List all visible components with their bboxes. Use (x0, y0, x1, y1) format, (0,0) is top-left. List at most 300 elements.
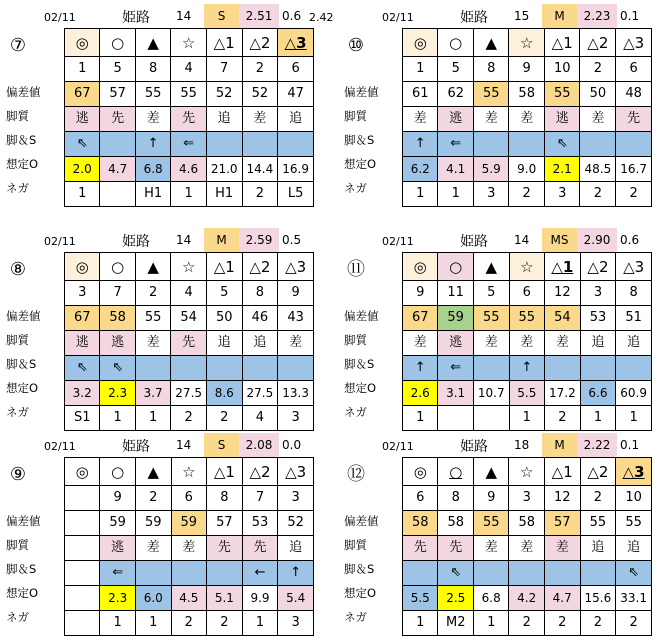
race-header (4, 4, 334, 28)
odds-cell: 16.7 (616, 157, 652, 182)
nega-cell: 2 (171, 406, 207, 431)
style-cell (65, 536, 100, 561)
style-cell: 差 (509, 331, 544, 356)
style-cell: 先 (171, 331, 207, 356)
odds-cell: 4.5 (171, 586, 207, 611)
nega-cell: H1 (135, 182, 170, 207)
pace-cell: ← (242, 561, 278, 586)
race-panel (342, 228, 652, 425)
pace-cell (135, 561, 171, 586)
marks-cell: △3 (616, 458, 652, 486)
row-label: ネガ (344, 405, 367, 419)
pace-row (403, 356, 652, 381)
pace-cell (473, 561, 508, 586)
index-difference: 0.0 (282, 438, 302, 452)
nega-row (403, 406, 652, 431)
nega-cell: M2 (438, 611, 474, 636)
race-date: 02/11 (382, 11, 414, 24)
prediction-grid (64, 252, 314, 431)
nega-cell (65, 611, 100, 636)
row-label: 想定O (6, 381, 39, 395)
pace-cell (545, 356, 581, 381)
odds-cell: 5.5 (509, 381, 544, 406)
dev-row (65, 82, 314, 107)
race-panel (4, 228, 314, 425)
nums-cell: 10 (544, 57, 580, 82)
marks-cell: △2 (580, 253, 616, 281)
nums-cell: 5 (207, 281, 243, 306)
odds-cell: 8.6 (207, 381, 243, 406)
nega-cell: 2 (580, 182, 616, 207)
marks-cell: △1 (207, 458, 243, 486)
marks-cell: ▲ (135, 29, 170, 57)
odds-cell: 5.4 (278, 586, 314, 611)
pace-cell: ⇐ (171, 132, 206, 157)
nega-cell: 2 (509, 611, 544, 636)
prediction-grid (402, 457, 652, 636)
odds-cell: 27.5 (242, 381, 278, 406)
nums-cell: 8 (242, 281, 278, 306)
dev-cell: 57 (100, 82, 135, 107)
style-row (403, 107, 652, 132)
pace-cell (171, 356, 207, 381)
marks-cell: △2 (580, 458, 616, 486)
index-difference: 0.6 (282, 9, 302, 23)
style-row (65, 331, 314, 356)
row-label: 偏差値 (6, 85, 41, 99)
style-cell: 先 (616, 107, 652, 132)
pace-cell: ⇖ (544, 132, 580, 157)
dev-cell: 55 (580, 511, 616, 536)
nega-cell: 2 (545, 406, 581, 431)
row-label: 偏差値 (6, 309, 41, 323)
nums-cell: 9 (278, 281, 314, 306)
row-label: 脚＆S (344, 562, 375, 576)
row-label: 脚＆S (6, 357, 37, 371)
nums-cell: 6 (509, 281, 544, 306)
track-condition-badge: M (542, 433, 577, 457)
odds-cell: 4.2 (509, 586, 544, 611)
field-size: 14 (514, 233, 530, 247)
style-cell: 追 (616, 536, 652, 561)
pace-cell: ↑ (135, 132, 170, 157)
nums-cell: 3 (580, 281, 616, 306)
dev-cell: 52 (278, 511, 314, 536)
style-cell: 追 (616, 331, 652, 356)
style-cell: 差 (135, 331, 170, 356)
race-panel (342, 4, 652, 201)
marks-cell: ▲ (135, 253, 170, 281)
pace-cell (100, 132, 135, 157)
field-size: 14 (176, 9, 192, 23)
odds-cell: 2.0 (65, 157, 100, 182)
race-header (342, 228, 652, 252)
odds-cell: 3.1 (438, 381, 473, 406)
dev-cell: 58 (509, 82, 544, 107)
race-date: 02/11 (382, 440, 414, 453)
nega-cell: H1 (206, 182, 242, 207)
track-condition-badge: M (204, 228, 239, 252)
nega-cell: 2 (171, 611, 207, 636)
marks-cell: ☆ (171, 458, 207, 486)
dev-cell: 51 (616, 306, 652, 331)
nums-cell (65, 486, 100, 511)
style-cell: 逃 (438, 107, 473, 132)
field-size: 15 (514, 9, 530, 23)
pace-row (65, 356, 314, 381)
track-condition-badge: MS (542, 228, 577, 252)
pace-cell (65, 561, 100, 586)
extra-value: 2.42 (309, 11, 334, 24)
style-cell: 差 (135, 536, 171, 561)
prediction-grid (402, 252, 652, 431)
dev-cell: 58 (438, 511, 474, 536)
odds-row (65, 586, 314, 611)
nega-cell: 2 (207, 611, 243, 636)
row-label: 想定O (6, 586, 39, 600)
marks-row (403, 253, 652, 281)
style-cell: 差 (580, 107, 616, 132)
race-index-badge: 2.23 (577, 4, 617, 28)
nums-cell: 6 (171, 486, 207, 511)
odds-cell: 6.8 (135, 157, 170, 182)
style-cell: 先 (403, 536, 438, 561)
marks-cell: △3 (278, 458, 314, 486)
marks-cell: ◎ (65, 29, 100, 57)
style-cell: 追 (207, 331, 243, 356)
marks-cell: ○ (100, 458, 136, 486)
nums-cell: 8 (616, 281, 652, 306)
pace-cell (206, 132, 242, 157)
nums-cell: 2 (242, 57, 278, 82)
dev-cell: 55 (473, 511, 508, 536)
pace-cell: ↑ (403, 132, 438, 157)
race-header (4, 433, 314, 457)
prediction-grid (402, 28, 652, 207)
marks-cell: △3 (616, 29, 652, 57)
dev-cell: 55 (135, 82, 170, 107)
marks-cell: ☆ (171, 29, 206, 57)
marks-cell: △1 (544, 29, 580, 57)
nega-cell: 2 (544, 611, 580, 636)
odds-cell: 10.7 (473, 381, 509, 406)
dev-cell: 58 (403, 511, 438, 536)
odds-cell: 5.5 (403, 586, 438, 611)
odds-cell: 3.7 (135, 381, 170, 406)
odds-row (403, 381, 652, 406)
nega-cell: 2 (616, 611, 652, 636)
dev-cell: 67 (65, 82, 100, 107)
style-cell: 逃 (65, 331, 100, 356)
field-size: 14 (176, 233, 192, 247)
odds-cell: 9.0 (509, 157, 544, 182)
marks-cell: ◎ (403, 29, 438, 57)
nums-cell: 2 (135, 281, 170, 306)
nega-cell: 1 (100, 611, 136, 636)
odds-cell: 13.3 (278, 381, 314, 406)
marks-row (65, 253, 314, 281)
nega-cell: L5 (278, 182, 314, 207)
odds-cell: 5.9 (473, 157, 508, 182)
nega-cell (473, 406, 509, 431)
nums-cell: 7 (100, 281, 135, 306)
nums-cell: 12 (545, 281, 581, 306)
track-condition-badge: S (204, 433, 239, 457)
nega-row (65, 611, 314, 636)
nums-cell: 5 (100, 57, 135, 82)
nega-cell: 2 (580, 611, 616, 636)
odds-cell: 5.1 (207, 586, 243, 611)
pace-cell (135, 356, 170, 381)
index-difference: 0.5 (282, 233, 302, 247)
nega-cell: 1 (171, 182, 206, 207)
nums-cell: 2 (135, 486, 171, 511)
marks-cell: ◎ (65, 458, 100, 486)
odds-cell: 6.0 (135, 586, 171, 611)
race-venue: 姫路 (122, 10, 150, 26)
nums-cell: 6 (403, 486, 438, 511)
nums-cell: 10 (616, 486, 652, 511)
row-label: 脚＆S (344, 357, 375, 371)
marks-cell: ☆ (509, 29, 544, 57)
dev-cell: 43 (278, 306, 314, 331)
pace-cell (403, 561, 438, 586)
odds-cell: 2.5 (438, 586, 474, 611)
odds-cell: 17.2 (545, 381, 581, 406)
index-difference: 0.1 (620, 9, 640, 23)
prediction-grid (64, 28, 314, 207)
row-label: 偏差値 (6, 514, 41, 528)
row-label: ネガ (6, 405, 29, 419)
dev-cell: 55 (544, 82, 580, 107)
dev-cell: 55 (509, 306, 544, 331)
nums-cell: 3 (65, 281, 100, 306)
nega-cell: 1 (473, 611, 508, 636)
row-label: 偏差値 (344, 309, 379, 323)
race-index-badge: 2.59 (239, 228, 279, 252)
row-label: ネガ (344, 610, 367, 624)
dev-row (403, 306, 652, 331)
marks-cell: △1 (207, 253, 243, 281)
marks-cell: ▲ (473, 253, 509, 281)
pace-cell: ⇖ (438, 561, 474, 586)
row-label: 想定O (6, 157, 39, 171)
row-label: 脚質 (344, 109, 367, 123)
prediction-grid (64, 457, 314, 636)
nums-cell: 7 (206, 57, 242, 82)
track-condition-badge: S (204, 4, 239, 28)
style-cell: 差 (278, 331, 314, 356)
style-row (403, 331, 652, 356)
pace-cell (580, 561, 616, 586)
race-index-badge: 2.51 (239, 4, 279, 28)
marks-cell: △2 (242, 253, 278, 281)
pace-cell (207, 356, 243, 381)
nega-cell: 3 (278, 611, 314, 636)
nums-cell: 5 (438, 57, 473, 82)
race-header (4, 228, 314, 252)
marks-cell: △2 (580, 29, 616, 57)
odds-row (403, 586, 652, 611)
pace-cell (473, 132, 508, 157)
style-cell: 差 (544, 536, 580, 561)
row-label: 想定O (344, 157, 377, 171)
dev-cell: 55 (616, 511, 652, 536)
race-header (342, 4, 652, 28)
odds-cell: 2.3 (100, 586, 136, 611)
nega-row (65, 182, 314, 207)
race-venue: 姫路 (122, 439, 150, 455)
odds-cell: 2.1 (544, 157, 580, 182)
pace-cell: ⇖ (65, 356, 100, 381)
dev-cell: 50 (580, 82, 616, 107)
dev-cell: 67 (65, 306, 100, 331)
nums-cell: 8 (473, 57, 508, 82)
dev-cell: 52 (242, 82, 278, 107)
odds-row (65, 157, 314, 182)
row-label: 脚＆S (6, 562, 37, 576)
marks-cell: △3 (616, 253, 652, 281)
pace-row (403, 561, 652, 586)
nega-cell: S1 (65, 406, 100, 431)
nums-cell: 12 (544, 486, 580, 511)
nums-row (403, 281, 652, 306)
nega-row (65, 406, 314, 431)
marks-cell: △1 (206, 29, 242, 57)
odds-cell: 6.6 (580, 381, 616, 406)
dev-cell: 58 (100, 306, 135, 331)
marks-cell: ▲ (473, 29, 508, 57)
nums-cell: 11 (438, 281, 473, 306)
odds-cell: 2.6 (403, 381, 438, 406)
nega-cell: 1 (65, 182, 100, 207)
pace-cell: ⇖ (100, 356, 135, 381)
odds-cell: 16.9 (278, 157, 314, 182)
nega-cell: 4 (242, 406, 278, 431)
nums-cell: 7 (242, 486, 278, 511)
style-row (403, 536, 652, 561)
dev-cell: 50 (207, 306, 243, 331)
marks-cell: ○ (438, 253, 473, 281)
nums-cell: 9 (100, 486, 136, 511)
race-panel (4, 433, 314, 630)
style-cell: 差 (509, 107, 544, 132)
pace-cell (207, 561, 243, 586)
style-cell: 先 (171, 107, 206, 132)
nums-cell: 8 (135, 57, 170, 82)
race-number: ⑩ (347, 35, 365, 56)
row-label: ネガ (6, 610, 29, 624)
nega-cell (100, 182, 135, 207)
marks-cell: ▲ (473, 458, 508, 486)
marks-cell: ○ (438, 458, 474, 486)
row-label: 偏差値 (344, 85, 379, 99)
row-label: ネガ (344, 181, 367, 195)
odds-cell: 2.3 (100, 381, 135, 406)
odds-cell: 4.7 (544, 586, 580, 611)
race-venue: 姫路 (460, 234, 488, 250)
style-cell: 先 (100, 107, 135, 132)
odds-cell: 21.0 (206, 157, 242, 182)
marks-row (403, 458, 652, 486)
marks-cell: ○ (100, 253, 135, 281)
nums-cell: 9 (473, 486, 508, 511)
dev-row (65, 306, 314, 331)
pace-row (403, 132, 652, 157)
dev-cell: 46 (242, 306, 278, 331)
nums-cell: 8 (207, 486, 243, 511)
race-date: 02/11 (44, 11, 76, 24)
odds-row (65, 381, 314, 406)
dev-cell: 59 (100, 511, 136, 536)
row-label: 脚質 (6, 538, 29, 552)
race-venue: 姫路 (460, 10, 488, 26)
dev-cell: 61 (403, 82, 438, 107)
style-cell: 差 (171, 536, 207, 561)
row-label: 脚＆S (344, 133, 375, 147)
pace-row (65, 132, 314, 157)
pace-cell (171, 561, 207, 586)
index-difference: 0.1 (620, 438, 640, 452)
nega-cell: 1 (135, 406, 170, 431)
nega-cell: 2 (509, 182, 544, 207)
pace-cell: ↑ (403, 356, 438, 381)
dev-cell: 59 (438, 306, 473, 331)
marks-cell: ◎ (403, 253, 438, 281)
nega-row (403, 611, 652, 636)
nums-cell: 1 (403, 57, 438, 82)
pace-row (65, 561, 314, 586)
style-cell: 追 (242, 331, 278, 356)
race-venue: 姫路 (122, 234, 150, 250)
race-index-badge: 2.08 (239, 433, 279, 457)
style-cell: 先 (438, 536, 474, 561)
race-number: ⑫ (347, 464, 365, 485)
nega-row (403, 182, 652, 207)
nega-cell (438, 406, 473, 431)
nega-cell: 1 (242, 611, 278, 636)
field-size: 14 (176, 438, 192, 452)
dev-cell: 54 (545, 306, 581, 331)
row-label: 脚質 (6, 333, 29, 347)
dev-cell: 54 (171, 306, 207, 331)
pace-cell (278, 132, 314, 157)
odds-cell: 4.1 (438, 157, 473, 182)
odds-cell: 3.2 (65, 381, 100, 406)
dev-cell: 55 (171, 82, 206, 107)
style-cell: 差 (545, 331, 581, 356)
marks-cell: ○ (100, 29, 135, 57)
pace-cell (616, 132, 652, 157)
marks-cell: ☆ (509, 253, 544, 281)
row-label: 脚質 (344, 333, 367, 347)
dev-row (65, 511, 314, 536)
nums-cell: 2 (580, 57, 616, 82)
marks-cell: ◎ (403, 458, 438, 486)
marks-cell: △1 (544, 458, 580, 486)
dev-cell: 59 (135, 511, 171, 536)
odds-cell: 33.1 (616, 586, 652, 611)
race-date: 02/11 (44, 235, 76, 248)
dev-cell: 59 (171, 511, 207, 536)
marks-row (65, 458, 314, 486)
nega-cell: 2 (616, 182, 652, 207)
nega-cell: 3 (544, 182, 580, 207)
odds-cell: 60.9 (616, 381, 652, 406)
dev-cell (65, 511, 100, 536)
odds-cell: 15.6 (580, 586, 616, 611)
style-cell: 差 (403, 331, 438, 356)
